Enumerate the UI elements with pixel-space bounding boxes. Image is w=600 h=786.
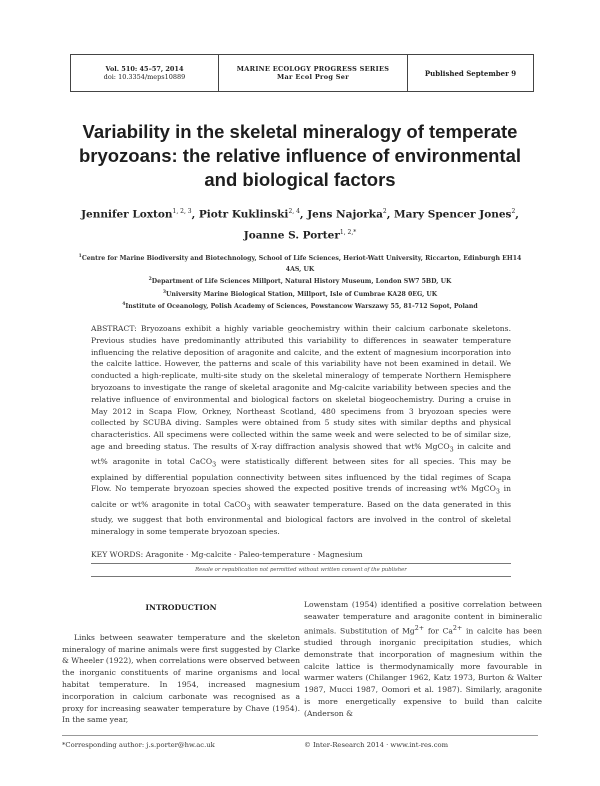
published-date: Published September 9 — [424, 68, 517, 78]
keywords-label: KEY WORDS: — [91, 550, 144, 559]
keywords — [91, 550, 511, 559]
journal-name: MARINE ECOLOGY PROGRESS SERIES — [236, 65, 390, 73]
author-affil-ref: 1, 2, 3 — [172, 208, 192, 215]
author: Mary Spencer Jones — [394, 208, 512, 221]
abstract: ABSTRACT: Bryozoans exhibit a highly variable geochemistry within their calcium carbonate skeletons. Previous studies have predominantly attributed this variability to differences in seawater temperature influencing the relative deposition of aragonite and calcite, and the extent of magnesium incorporation into the calcite lattice. However, the patterns and scale of this variability have not been examined in detail. We conducted a high-replicate, multi-site study on the skeletal mineralogy of temperate Northern Hemisphere bryozoans to investigate the range of skeletal aragonite and Mg-calcite variability between species and the relative influence of environmental and biological factors on skeletal biogeochemistry. During a cruise in May 2012 in Scapa Flow, Orkney, Northeast Scotland, 480 specimens from 3 bryozoan species were collected by SCUBA diving. Samples were obtained from 5 study sites with similar depths and physical characteristics. All specimens were collected within the same week and were selected to be of similar size, age and breeding status. The results of X-ray diffraction analysis showed that wt% MgCO$_3$ in calcite and wt% aragonite in total CaCO$_3$ were statistically different between sites for all species. This may be explained by differential population connectivity between sites influenced by the tidal regimes of Scapa Flow. No temperate bryozoan species showed the expected positive trends of increasing wt% MgCO$_3$ in calcite or wt% aragonite in total CaCO$_3$ with seawater temperature. Based on the data generated in this study, we suggest that both environmental and biological factors are involved in the control of skeletal mineralogy in some temperate bryozoan species. — [91, 324, 511, 536]
journal-box — [219, 55, 408, 91]
journal-header — [70, 54, 534, 92]
author: Jennifer Loxton — [81, 208, 173, 221]
footer-divider — [62, 735, 538, 736]
author-affil-ref: 1, 2,* — [339, 228, 357, 236]
keywords-text: Aragonite · Mg-calcite · Paleo-temperature · Magnesium — [143, 550, 363, 559]
volume-line: Vol. 510: 45–57, 2014 — [105, 65, 184, 73]
affiliation: $^4$Institute of Oceanology, Polish Academy of Sciences, Powstancow Warszawy 55, 81-712 Sopot, Poland — [122, 302, 478, 311]
left-column — [62, 602, 300, 726]
resale-notice: Resale or republication not permitted without written consent of the publisher — [195, 567, 407, 573]
affiliation: $^2$Department of Life Sciences Millport, Natural History Museum, London SW7 5BD, UK — [148, 277, 452, 286]
paper-title: Variability in the skeletal mineralogy of temperate bryozoans: the relative influence of environmental and biological factors — [78, 121, 522, 190]
author-affil-ref: 2, 4 — [288, 208, 300, 215]
author-affil-ref: 2 — [382, 208, 387, 215]
section-heading: INTRODUCTION — [145, 603, 217, 612]
intro-paragraph-cont: Lowenstam (1954) identified a positive correlation between seawater temperature and aragonite content in bimineralic animals. Substitution of $Mg^{2+}$ for $Ca^{2+}$ in calcite has been studied through inorganic precipitation studies, which demonstrate that incorporation of magnesium within the calcite lattice is thermodynamically more favourable in warmer waters (Chilanger 1962, Katz 1973, Burton & Walter 1987, Mucci 1987, Oomori et al. 1987). Similarly, aragonite is more energetically expensive to build than calcite (Anderson & — [304, 600, 543, 718]
author-list: Jennifer Loxton$^{1, 2, 3}$, Piotr Kuklinski$^{2, 4}$, Jens Najorka$^2$, Mary Spencer Jones$^2$, Joanne S. Porter$^{1, 2,*}$ — [81, 208, 519, 241]
divider — [91, 563, 511, 564]
intro-paragraph: Links between seawater temperature and the skeleton mineralogy of marine animals were first suggested by Clarke & Wheeler (1922), when correlations were observed between the inorganic constituents of marine organisms and local habitat temperature. In 1954, increased magnesium incorporation in calcium carbonate was recognised as a proxy for increasing seawater temperature by Chave (1954). In the same year, — [62, 632, 300, 725]
corresponding-author: *Corresponding author: j.s.porter@hw.ac.uk — [62, 741, 215, 749]
author: Piotr Kuklinski — [198, 208, 289, 221]
citation-box — [71, 55, 219, 91]
published-box — [408, 55, 533, 91]
affiliation: $^3$University Marine Biological Station, Millport, Isle of Cumbrae KA28 0EG, UK — [162, 289, 438, 298]
divider — [91, 576, 511, 577]
author: Joanne S. Porter — [243, 229, 340, 241]
doi-line: doi: 10.3354/meps10889 — [103, 73, 186, 81]
right-column — [304, 599, 542, 720]
author-affil-ref: 2 — [511, 208, 516, 215]
abstract-label: ABSTRACT: — [91, 324, 137, 333]
copyright: © Inter-Research 2014 · www.int-res.com — [304, 741, 449, 749]
author: Jens Najorka — [307, 208, 383, 221]
journal-abbrev: Mar Ecol Prog Ser — [277, 73, 349, 81]
affiliation: $^1$Centre for Marine Biodiversity and Biotechnology, School of Life Sciences, Heriot-Watt University, Riccarton, Edinburgh EH14 4AS, UK — [78, 254, 522, 273]
affiliation-list — [70, 252, 530, 313]
